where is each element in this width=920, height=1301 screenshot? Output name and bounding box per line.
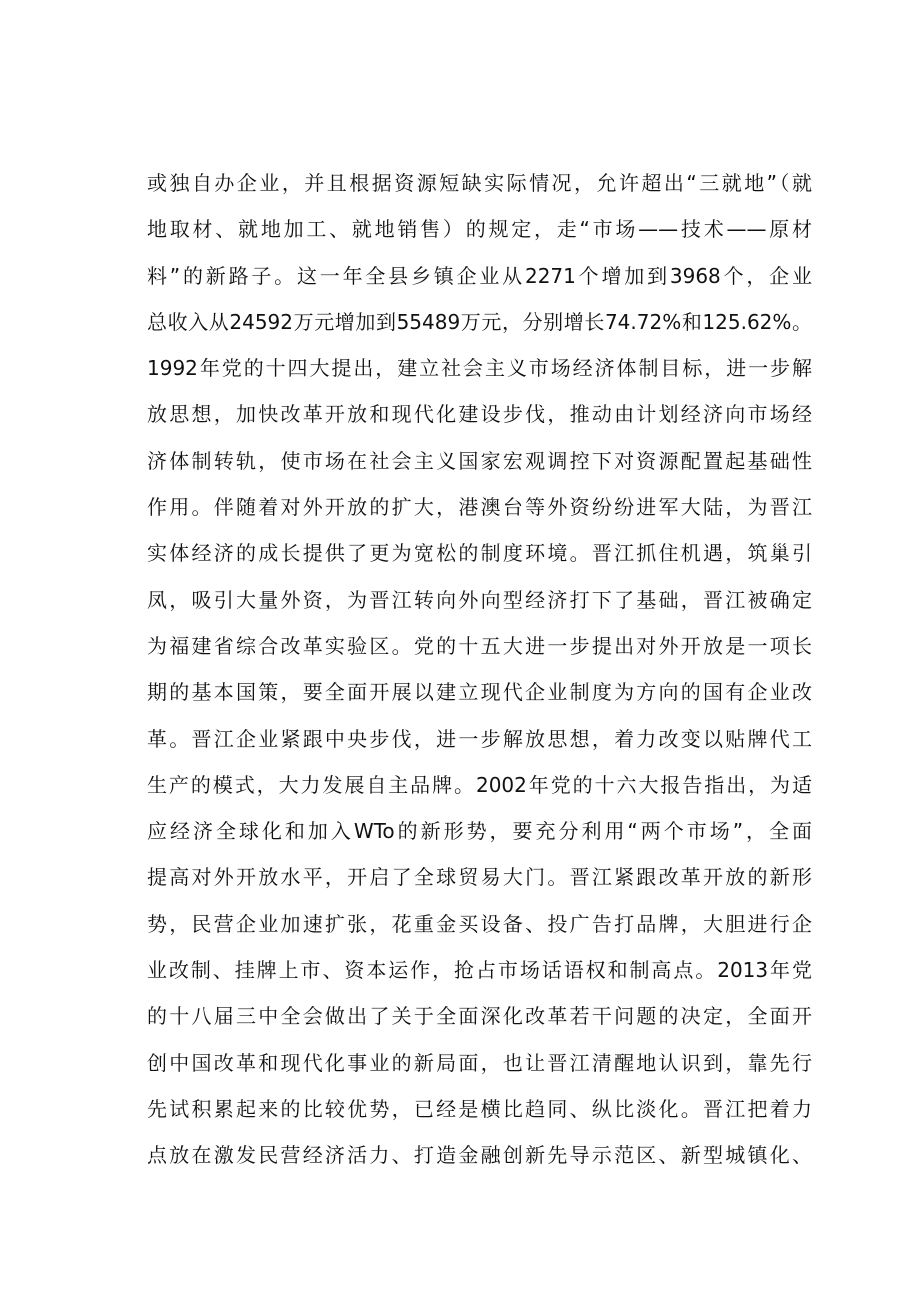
text-line: 作用。伴随着对外开放的扩大，港澳台等外资纷纷进军大陆，为晋江	[147, 495, 812, 520]
text-line: 地取材、就地加工、就地销售）的规定，走“市场——技术——原材	[147, 217, 812, 242]
text-line: 济体制转轨，使市场在社会主义国家宏观调控下对资源配置起基础性	[147, 448, 812, 473]
text-line: 为福建省综合改革实验区。党的十五大进一步提出对外开放是一项长	[147, 633, 812, 658]
text-line: 的十八届三中全会做出了关于全面深化改革若干问题的决定，全面开	[147, 1004, 812, 1029]
text-line: 总收入从24592万元增加到55489万元，分别增长74.72%和125.62%。	[147, 309, 812, 334]
text-line: 料”的新路子。这一年全县乡镇企业从2271个增加到3968个，企业	[147, 263, 812, 288]
text-line: 先试积累起来的比较优势，已经是横比趋同、纵比淡化。晋江把着力	[147, 1096, 812, 1121]
text-line: 期的基本国策，要全面开展以建立现代企业制度为方向的国有企业改	[147, 680, 812, 705]
text-line: 放思想，加快改革开放和现代化建设步伐，推动由计划经济向市场经	[147, 402, 812, 427]
text-line: 革。晋江企业紧跟中央步伐，进一步解放思想，着力改变以贴牌代工	[147, 726, 812, 751]
text-line: 应经济全球化和加入WTo的新形势，要充分利用“两个市场”，全面	[147, 819, 812, 844]
text-line: 创中国改革和现代化事业的新局面，也让晋江清醒地认识到，靠先行	[147, 1050, 812, 1075]
text-line: 势，民营企业加速扩张，花重金买设备、投广告打品牌，大胆进行企	[147, 911, 812, 936]
text-line: 或独自办企业，并且根据资源短缺实际情况，允许超出“三就地”（就	[147, 171, 812, 195]
text-line: 1992年党的十四大提出，建立社会主义市场经济体制目标，进一步解	[147, 356, 812, 381]
text-line: 实体经济的成长提供了更为宽松的制度环境。晋江抓住机遇，筑巢引	[147, 541, 812, 566]
text-line: 业改制、挂牌上市、资本运作，抢占市场话语权和制高点。2013年党	[147, 958, 812, 983]
body-paragraph	[147, 160, 812, 1179]
text-line: 提高对外开放水平，开启了全球贸易大门。晋江紧跟改革开放的新形	[147, 865, 812, 890]
text-line: 点放在激发民营经济活力、打造金融创新先导示范区、新型城镇化、	[147, 1143, 812, 1168]
text-line: 生产的模式，大力发展自主品牌。2002年党的十六大报告指出，为适	[147, 772, 812, 797]
text-line: 凤，吸引大量外资，为晋江转向外向型经济打下了基础，晋江被确定	[147, 587, 812, 612]
